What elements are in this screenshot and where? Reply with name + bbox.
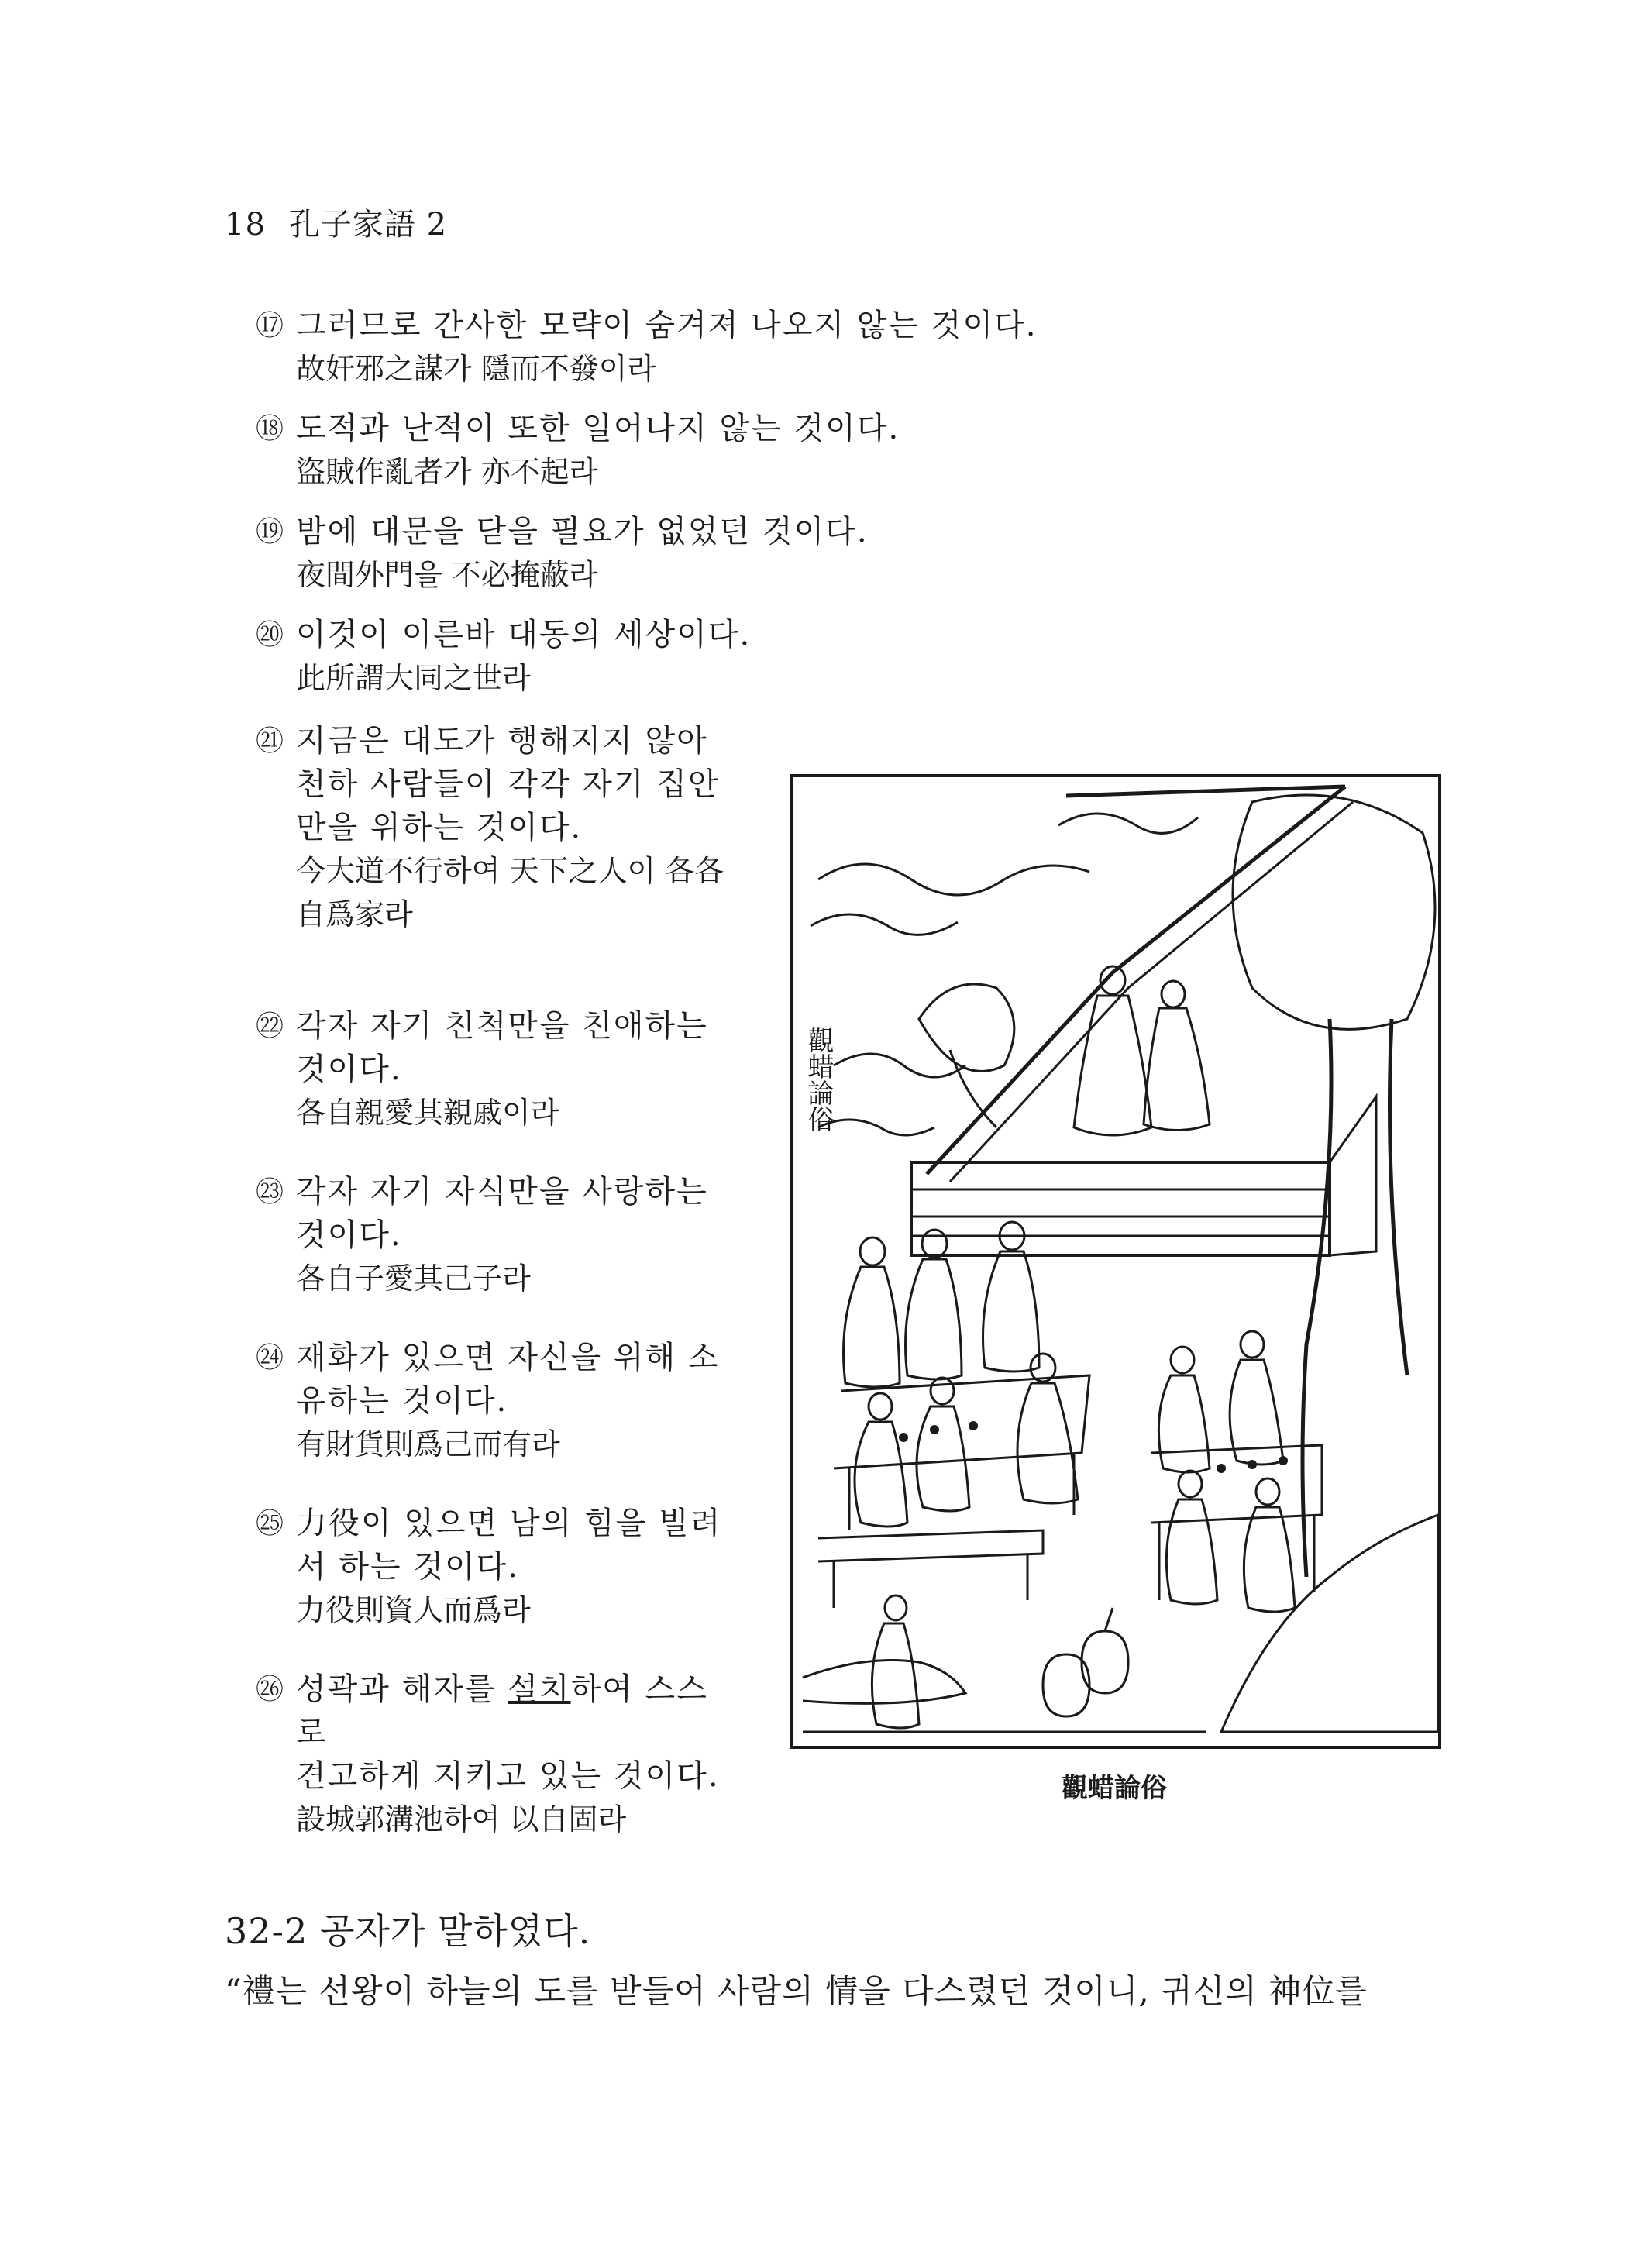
korean-translation: 밤에 대문을 닫을 필요가 없었던 것이다.	[296, 514, 869, 549]
verse-number: ⑲	[256, 516, 284, 548]
verse-number: ㉓	[256, 1176, 284, 1208]
verse-21	[256, 719, 736, 936]
hanja-original: 力役則資人而爲라	[296, 1593, 531, 1627]
verse-number: ㉒	[256, 1010, 284, 1042]
korean-part-c: 하여 스스로 견고하게 지키고 있는 것이다.	[296, 1671, 720, 1794]
korean-translation: 재화가 있으면 자신을 위해 소 유하는 것이다.	[296, 1340, 720, 1419]
running-head	[225, 200, 447, 244]
book-title: 孔子家語 2	[288, 207, 448, 243]
page-number: 18	[225, 207, 266, 243]
verse-25	[256, 1502, 736, 1632]
hanja-original: 夜間外門을 不必掩蔽라	[296, 558, 598, 592]
verse-23	[256, 1170, 736, 1300]
verse-24	[256, 1336, 736, 1466]
verse-number: ㉖	[256, 1674, 284, 1706]
hanja-original: 有財貨則爲己而有라	[296, 1427, 560, 1461]
korean-part-a: 성곽과 해자를	[296, 1671, 508, 1707]
verse-number: ⑳	[256, 619, 284, 651]
woodblock-illustration	[787, 771, 1444, 1752]
section-body: “禮는 선왕이 하늘의 도를 받들어 사람의 情을 다스렸던 것이니, 귀신의 神位를	[225, 1972, 1368, 2010]
korean-underlined-word: 설치	[508, 1671, 571, 1707]
hanja-original: 故奸邪之謀가 隱而不發이라	[296, 352, 656, 386]
korean-translation: 이것이 이른바 대동의 세상이다.	[296, 617, 752, 652]
korean-translation: 그러므로 간사한 모략이 숨겨져 나오지 않는 것이다.	[296, 308, 1038, 343]
verse-number: ⑱	[256, 413, 284, 445]
hanja-original: 各自親愛其親戚이라	[296, 1096, 559, 1130]
verse-number: ㉕	[256, 1508, 284, 1540]
verse-number: ㉔	[256, 1342, 284, 1374]
verse-20	[256, 613, 751, 700]
korean-translation: 力役이 있으면 남의 힘을 빌려 서 하는 것이다.	[296, 1506, 722, 1585]
hanja-original: 各自子愛其己子라	[296, 1262, 531, 1296]
korean-translation: 각자 자기 자식만을 사랑하는 것이다.	[296, 1174, 708, 1253]
verse-19	[256, 510, 869, 597]
korean-translation: 도적과 난적이 또한 일어나지 않는 것이다.	[296, 411, 900, 446]
section-heading: 32-2 공자가 말하였다.	[225, 1910, 591, 1952]
hanja-original: 今大道不行하여 天下之人이 各各 自爲家라	[296, 854, 724, 931]
hanja-original: 盜賊作亂者가 亦不起라	[296, 455, 598, 489]
korean-translation: 지금은 대도가 행해지지 않아 천하 사람들이 각각 자기 집안 만을 위하는 것이다.	[296, 723, 720, 845]
verse-number: ⑰	[256, 310, 284, 342]
hanja-original: 設城郭溝池하여 以自固라	[296, 1802, 627, 1836]
verse-17	[256, 304, 1037, 391]
verse-22	[256, 1004, 736, 1134]
verse-26	[256, 1668, 736, 1841]
hanja-original: 此所謂大同之世라	[296, 661, 531, 695]
illustration-inscription: 觀蜡論俗	[803, 1027, 834, 1132]
illustration-caption: 觀蜡論俗	[1062, 1773, 1167, 1804]
verse-number: ㉑	[256, 725, 284, 757]
korean-translation: 각자 자기 친척만을 친애하는 것이다.	[296, 1008, 708, 1087]
verse-18	[256, 407, 900, 494]
korean-translation	[296, 1668, 736, 1798]
